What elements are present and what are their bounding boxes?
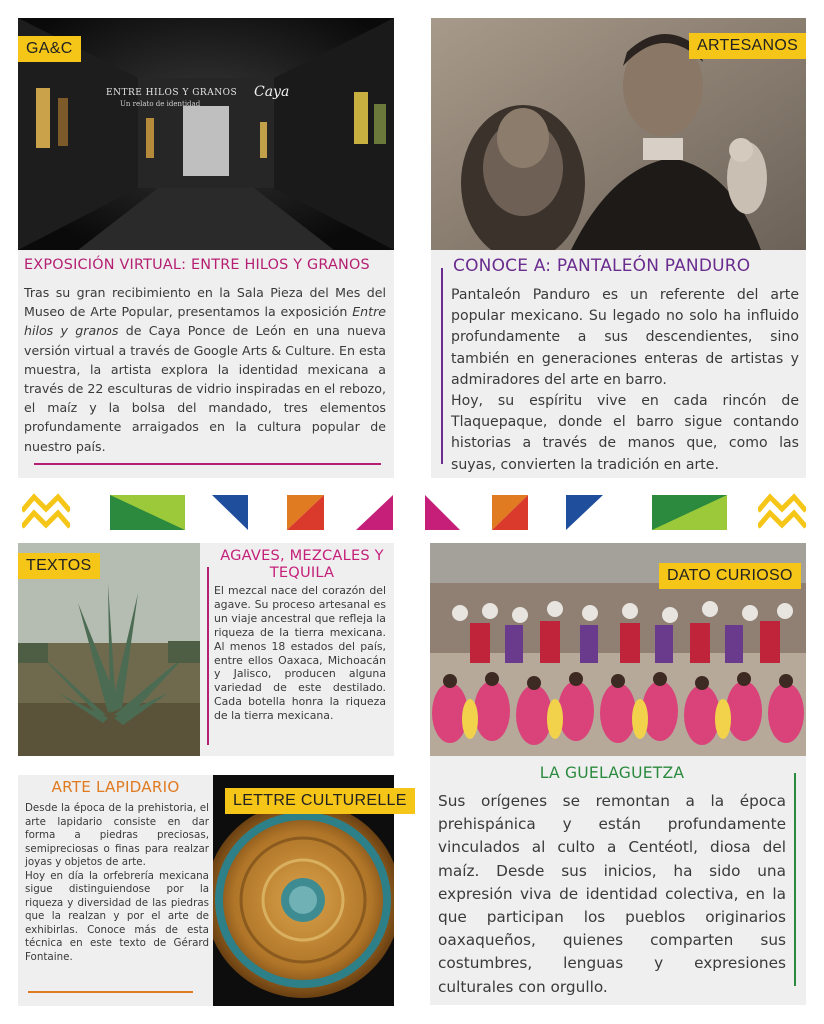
exposicion-title: EXPOSICIÓN VIRTUAL: ENTRE HILOS Y GRANOS [24, 257, 370, 273]
artesanos-body [451, 285, 799, 476]
magenta-triangle-icon [356, 495, 393, 530]
magenta-triangle-icon-2 [425, 495, 460, 530]
exposicion-body-part1: Tras su gran recibimiento en la Sala Pieza del Mes del Museo de Arte Popular, presentamos la exposición [24, 285, 386, 320]
lapidario-paragraph-1: Desde la época de la prehistoria, el arte lapidario consiste en dar forma a piedras preciosas, semipreciosas o finas para realzar joyas y objetos de arte. [25, 802, 209, 868]
exposicion-divider [34, 463, 381, 465]
red-orange-triangle-icon [287, 495, 324, 530]
artesanos-title: CONOCE A: PANTALEÓN PANDURO [453, 256, 751, 276]
blue-triangle-icon-2 [566, 495, 603, 530]
lapidario-body [25, 802, 209, 964]
green-triangle-icon [110, 495, 185, 530]
photo-caption-title: ENTRE HILOS Y GRANOS [106, 88, 238, 98]
lapidario-paragraph-2: Hoy en día la orfebrería mexicana sigue distinguiendose por la riqueza y diversidad de las piedras que la realzan y por el arte de exhibirlas. Conoce más de esta técnica en este texto de Gérard Fontaine. [25, 869, 209, 963]
agaves-title: AGAVES, MEZCALES Y TEQUILA [220, 547, 384, 581]
section-tag-artesanos: ARTESANOS [689, 33, 806, 59]
guelaguetza-title: LA GUELAGUETZA [539, 764, 685, 782]
artesanos-paragraph-1: Pantaleón Panduro es un referente del arte popular mexicano. Su legado no solo ha influido profundamente a sus descendientes, sino también en generaciones enteras de artistas y admiradores del arte en barro. [451, 287, 799, 388]
orange-red-triangle-icon [492, 495, 528, 530]
artesanos-divider [441, 268, 443, 464]
exposicion-body [24, 283, 386, 456]
section-tag-lettre-culturelle: LETTRE CULTURELLE [225, 788, 415, 814]
zigzag-icon-2 [758, 493, 806, 529]
exposicion-body-part2: de Caya Ponce de León en una nueva versión virtual a través de Google Arts & Culture. En esta muestra, la artista explora la identidad mexicana a través de 22 esculturas de vidrio inspiradas en el rebozo, el maíz y la bolsa del mandado, tres elementos profundamente arraigados en la cultura popular de nuestro país. [24, 323, 386, 454]
exposicion-body-italic: Entre hilos y granos [24, 304, 386, 339]
lapidario-divider [28, 991, 193, 993]
agaves-body: El mezcal nace del corazón del agave. Su proceso artesanal es un viaje ancestral que refleja la riqueza de la tierra mexicana. Al menos 18 estados del país, entre ellos Oaxaca, Michoacán y Jalisco, producen alguna variedad de este destilado. Cada botella honra la riqueza de la tierra mexicana. [214, 584, 386, 723]
guelaguetza-divider [794, 773, 796, 986]
blue-triangle-icon [212, 495, 248, 530]
artesanos-paragraph-2: Hoy, su espíritu vive en cada rincón de Tlaquepaque, donde el barro sigue contando historias a través de manos que, como las suyas, convierten la tradición en arte. [451, 393, 799, 473]
green-triangle-icon-2 [652, 495, 727, 530]
caya-logo: Caya [254, 84, 290, 100]
section-tag-gac: GA&C [18, 36, 81, 62]
lapidario-title: ARTE LAPIDARIO [51, 778, 180, 796]
guelaguetza-body: Sus orígenes se remontan a la época prehispánica y están profundamente vinculados al culto a Centéotl, diosa del maíz. Desde sus inicios, ha sido una expresión viva de identidad colectiva, en la que participan los pueblos originarios oaxaqueños, quienes comparten sus costumbres, lenguas y expresiones culturales con orgullo. [438, 792, 786, 996]
agaves-divider [207, 567, 209, 745]
section-tag-textos: TEXTOS [18, 553, 100, 579]
section-tag-dato-curioso: DATO CURIOSO [659, 563, 801, 589]
zigzag-icon [22, 493, 70, 529]
photo-caption-subtitle: Un relato de identidad [120, 100, 201, 108]
